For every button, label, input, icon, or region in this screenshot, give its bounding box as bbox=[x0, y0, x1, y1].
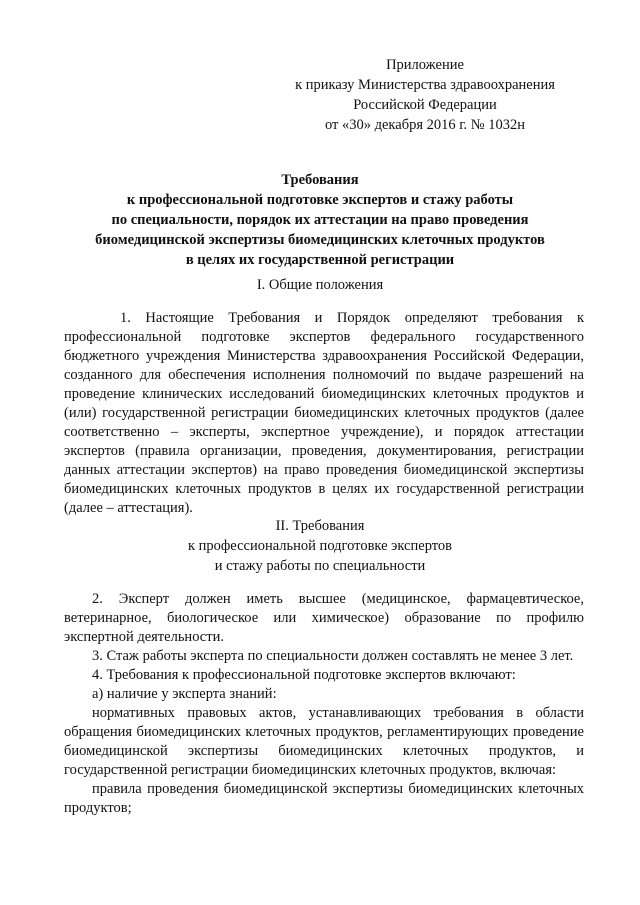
section-2-heading-line-3: и стажу работы по специальности bbox=[214, 558, 426, 574]
title-line-2: к профессиональной подготовке экспертов и стажу работы bbox=[126, 192, 514, 208]
title-line-4: биомедицинской экспертизы биомедицинских клеточных продуктов bbox=[95, 232, 545, 248]
title-line-5: в целях их государственной регистрации bbox=[185, 252, 455, 268]
annex-block bbox=[250, 55, 600, 135]
paragraph-4: 4. Требования к профессиональной подготовке экспертов включают: bbox=[92, 667, 516, 683]
section-2-heading bbox=[40, 516, 600, 576]
document-title bbox=[40, 170, 600, 270]
paragraph-3: 3. Стаж работы эксперта по специальности должен составлять не менее 3 лет. bbox=[92, 648, 574, 664]
title-line-1: Требования bbox=[281, 172, 359, 188]
annex-date-number: от «30» декабря 2016 г. № 1032н bbox=[324, 117, 526, 133]
title-line-3: по специальности, порядок их аттестации на право проведения bbox=[111, 212, 529, 228]
section-2-heading-line-1: II. Требования bbox=[275, 518, 365, 534]
section-1-heading-text: I. Общие положения bbox=[256, 277, 384, 293]
section-1-heading bbox=[40, 275, 600, 295]
section-2-heading-line-2: к профессиональной подготовке экспертов bbox=[187, 538, 452, 554]
section-2-body bbox=[64, 590, 584, 818]
annex-order-ref: к приказу Министерства здравоохранения bbox=[295, 77, 555, 93]
paragraph-4a-rules: правила проведения биомедицинской экспертизы биомедицинских клеточных продуктов; bbox=[64, 781, 584, 816]
annex-country: Российской Федерации bbox=[353, 97, 497, 113]
paragraph-1: 1. Настоящие Требования и Порядок определяют требования к профессиональной подготовке экспертов федерального государственного бюджетного учреждения Министерства здравоохранения Российской Федерации, созданного для обеспечения исполнения полномочий по выдаче разрешений на проведение клинических исследований биомедицинских клеточных продуктов и (или) государственной регистрации биомедицинских клеточных продуктов (далее соответственно – эксперты, экспертное учреждение), и порядок аттестации экспертов (правила организации, проведения, документирования, регистрации данных аттестации экспертов) на право проведения биомедицинской экспертизы биомедицинских клеточных продуктов в целях их государственной регистрации (далее – аттестация). bbox=[64, 310, 584, 516]
annex-label: Приложение bbox=[386, 57, 464, 73]
paragraph-4a: а) наличие у эксперта знаний: bbox=[92, 686, 277, 702]
paragraph-4a-text: нормативных правовых актов, устанавливающих требования в области обращения биомедицинских клеточных продуктов, регламентирующих проведение биомедицинской экспертизы биомедицинских клеточных продуктов, и государственной регистрации биомедицинских клеточных продуктов, включая: bbox=[64, 705, 584, 778]
paragraph-2: 2. Эксперт должен иметь высшее (медицинское, фармацевтическое, ветеринарное, биологическое или химическое) образование по профилю экспертной деятельности. bbox=[64, 591, 584, 645]
section-1-body bbox=[64, 309, 584, 518]
